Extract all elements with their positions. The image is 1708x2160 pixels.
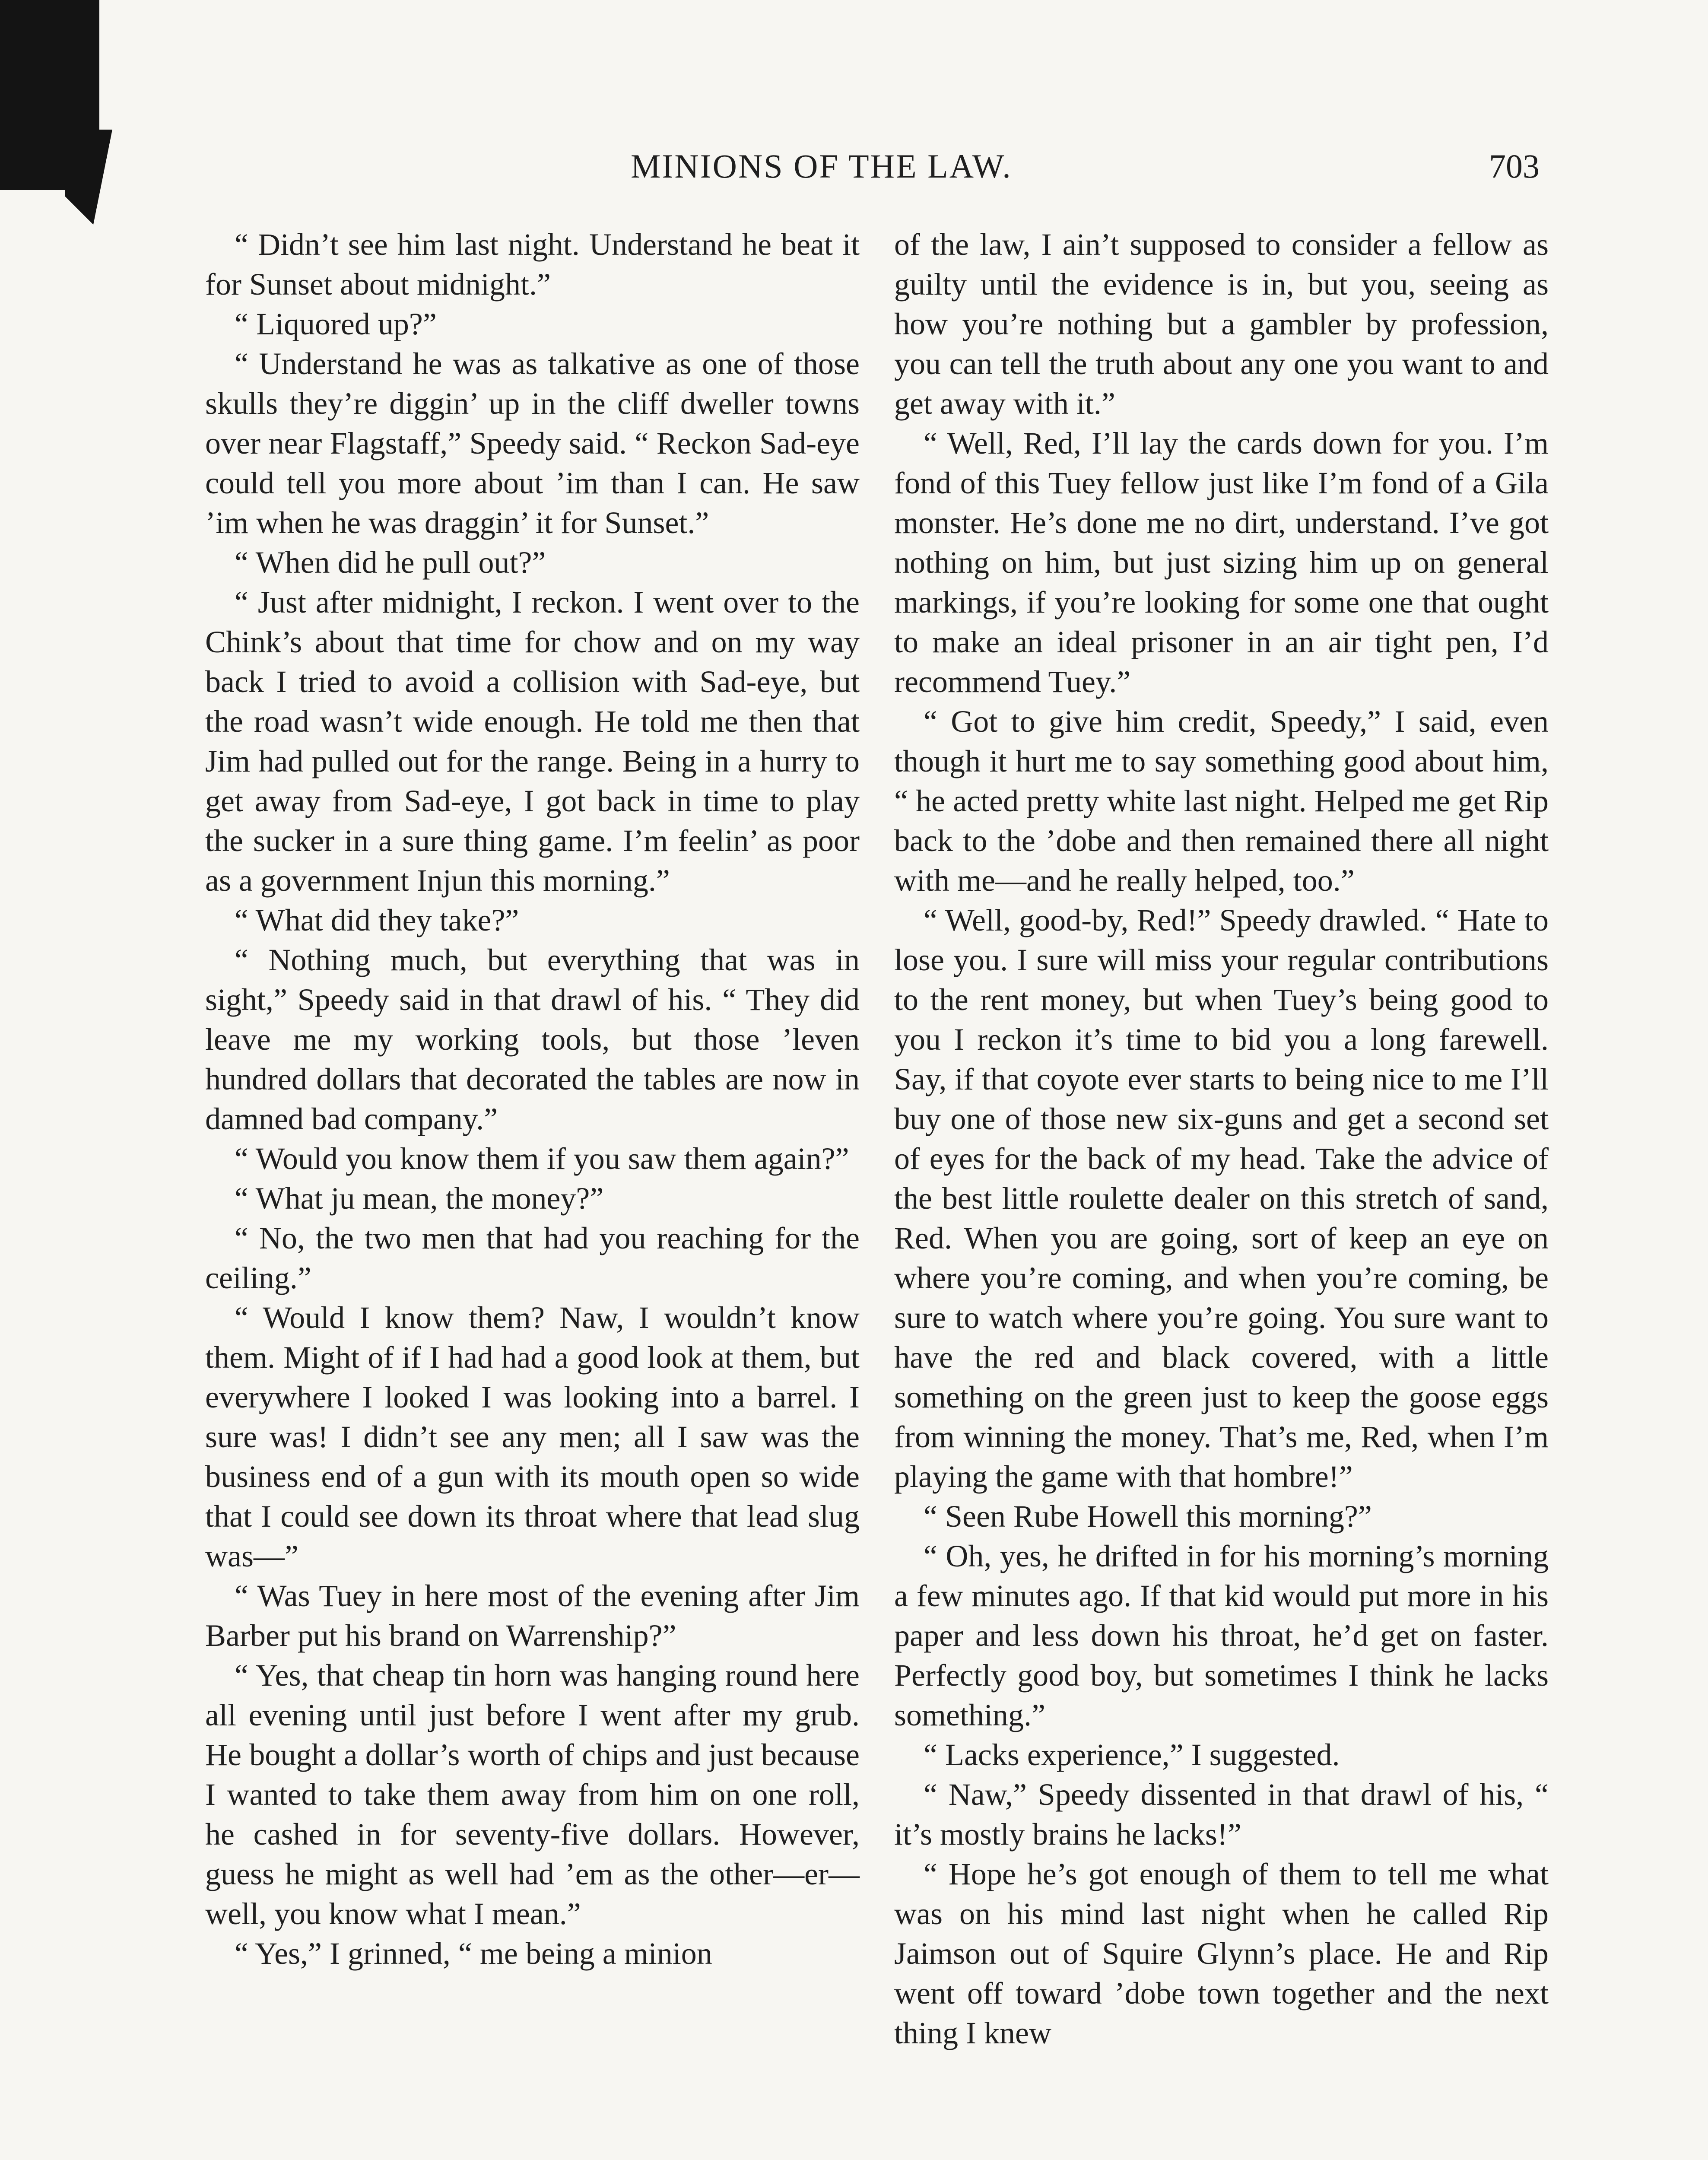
paragraph: “ Would you know them if you saw them again?”: [235, 1141, 849, 1176]
left-column: [205, 225, 860, 1973]
paragraph: “ Lacks experience,” I suggested.: [924, 1738, 1340, 1772]
paragraph: “ Understand he was as talkative as one of those skulls they’re diggin’ up in the cliff dweller towns over near Flagstaff,” Speedy said. “ Reckon Sad-eye could tell you more about ’im than I can. He saw ’im when he was draggin’ it for Sunset.”: [205, 346, 860, 540]
paragraph: “ Got to give him credit, Speedy,” I said, even though it hurt me to say something good about him, “ he acted pretty white last night. Helped me get Rip back to the ’dobe and then remained there all night with me—and he really helped, too.”: [894, 704, 1549, 898]
paragraph: “ Well, good-by, Red!” Speedy drawled. “ Hate to lose you. I sure will miss your regular contributions to the rent money, but when Tuey’s being good to you I reckon it’s time to bid you a long farewell. Say, if that coyote ever starts to being nice to me I’ll buy one of those new six-guns and get a second set of eyes for the back of my head. Take the advice of the best little roulette dealer on this stretch of sand, Red. When you are going, sort of keep an eye on where you’re coming, and when you’re coming, be sure to watch where you’re going. You sure want to have the red and black covered, with a little something on the green just to keep the goose eggs from winning the money. That’s me, Red, when I’m playing the game with that hombre!”: [894, 903, 1549, 1494]
paragraph: “ What ju mean, the money?”: [235, 1181, 604, 1216]
paragraph: “ Was Tuey in here most of the evening after Jim Barber put his brand on Warrenship?”: [205, 1579, 860, 1653]
paragraph: “ Seen Rube Howell this morning?”: [924, 1499, 1372, 1534]
running-head: [0, 147, 1708, 199]
paragraph: “ Just after midnight, I reckon. I went over to the Chink’s about that time for chow and on my way back I tried to avoid a collision with Sad-eye, but the road wasn’t wide enough. He told me then that Jim had pulled out for the range. Being in a hurry to get away from Sad-eye, I got back in time to play the sucker in a sure thing game. I’m feelin’ as poor as a government Injun this morning.”: [205, 585, 860, 898]
page-title: MINIONS OF THE LAW.: [631, 147, 1012, 185]
right-column: [894, 225, 1549, 2053]
paragraph: “ Nothing much, but everything that was in sight,” Speedy said in that drawl of his. “ They did leave me my working tools, but those ’leven hundred dollars that decorated the tables are now in damned bad company.”: [205, 943, 860, 1136]
paragraph: “ When did he pull out?”: [235, 545, 546, 580]
paragraph: “ No, the two men that had you reaching for the ceiling.”: [205, 1221, 860, 1295]
paragraph: “ Hope he’s got enough of them to tell me what was on his mind last night when he called Rip Jaimson out of Squire Glynn’s place. He and Rip went off toward ’dobe town together and the next thing I knew: [894, 1857, 1549, 2050]
paragraph: “ Yes,” I grinned, “ me being a minion: [235, 1936, 712, 1971]
paragraph-continued: of the law, I ain’t supposed to consider a fellow as guilty until the evidence is in, but you, seeing as how you’re nothing but a gambler by profession, you can tell the truth about any one you want to and get away with it.”: [894, 227, 1549, 421]
paragraph: “ Would I know them? Naw, I wouldn’t know them. Might of if I had had a good look at them, but everywhere I looked I was looking into a barrel. I sure was! I didn’t see any men; all I saw was the business end of a gun with its mouth open so wide that I could see down its throat where that lead slug was—”: [205, 1300, 860, 1573]
paragraph: “ Liquored up?”: [235, 307, 437, 341]
page-number: 703: [1489, 147, 1540, 185]
paragraph: “ Oh, yes, he drifted in for his morning’s morning a few minutes ago. If that kid would put more in his paper and less down his throat, he’d get on faster. Perfectly good boy, but sometimes I think he lacks something.”: [894, 1539, 1549, 1732]
paragraph: “ Well, Red, I’ll lay the cards down for you. I’m fond of this Tuey fellow just like I’m fond of a Gila monster. He’s done me no dirt, understand. I’ve got nothing on him, but just sizing him up on general markings, if you’re looking for some one that ought to make an ideal prisoner in an air tight pen, I’d recommend Tuey.”: [894, 426, 1549, 699]
paragraph: “ What did they take?”: [235, 903, 519, 937]
paragraph: “ Yes, that cheap tin horn was hanging round here all evening until just before I went after my grub. He bought a dollar’s worth of chips and just because I wanted to take them away from him on one roll, he cashed in for seventy-five dollars. However, guess he might as well had ’em as the other—er—well, you know what I mean.”: [205, 1658, 860, 1931]
paragraph: “ Naw,” Speedy dissented in that drawl of his, “ it’s mostly brains he lacks!”: [894, 1777, 1549, 1852]
paragraph: “ Didn’t see him last night. Understand he beat it for Sunset about midnight.”: [205, 227, 860, 302]
